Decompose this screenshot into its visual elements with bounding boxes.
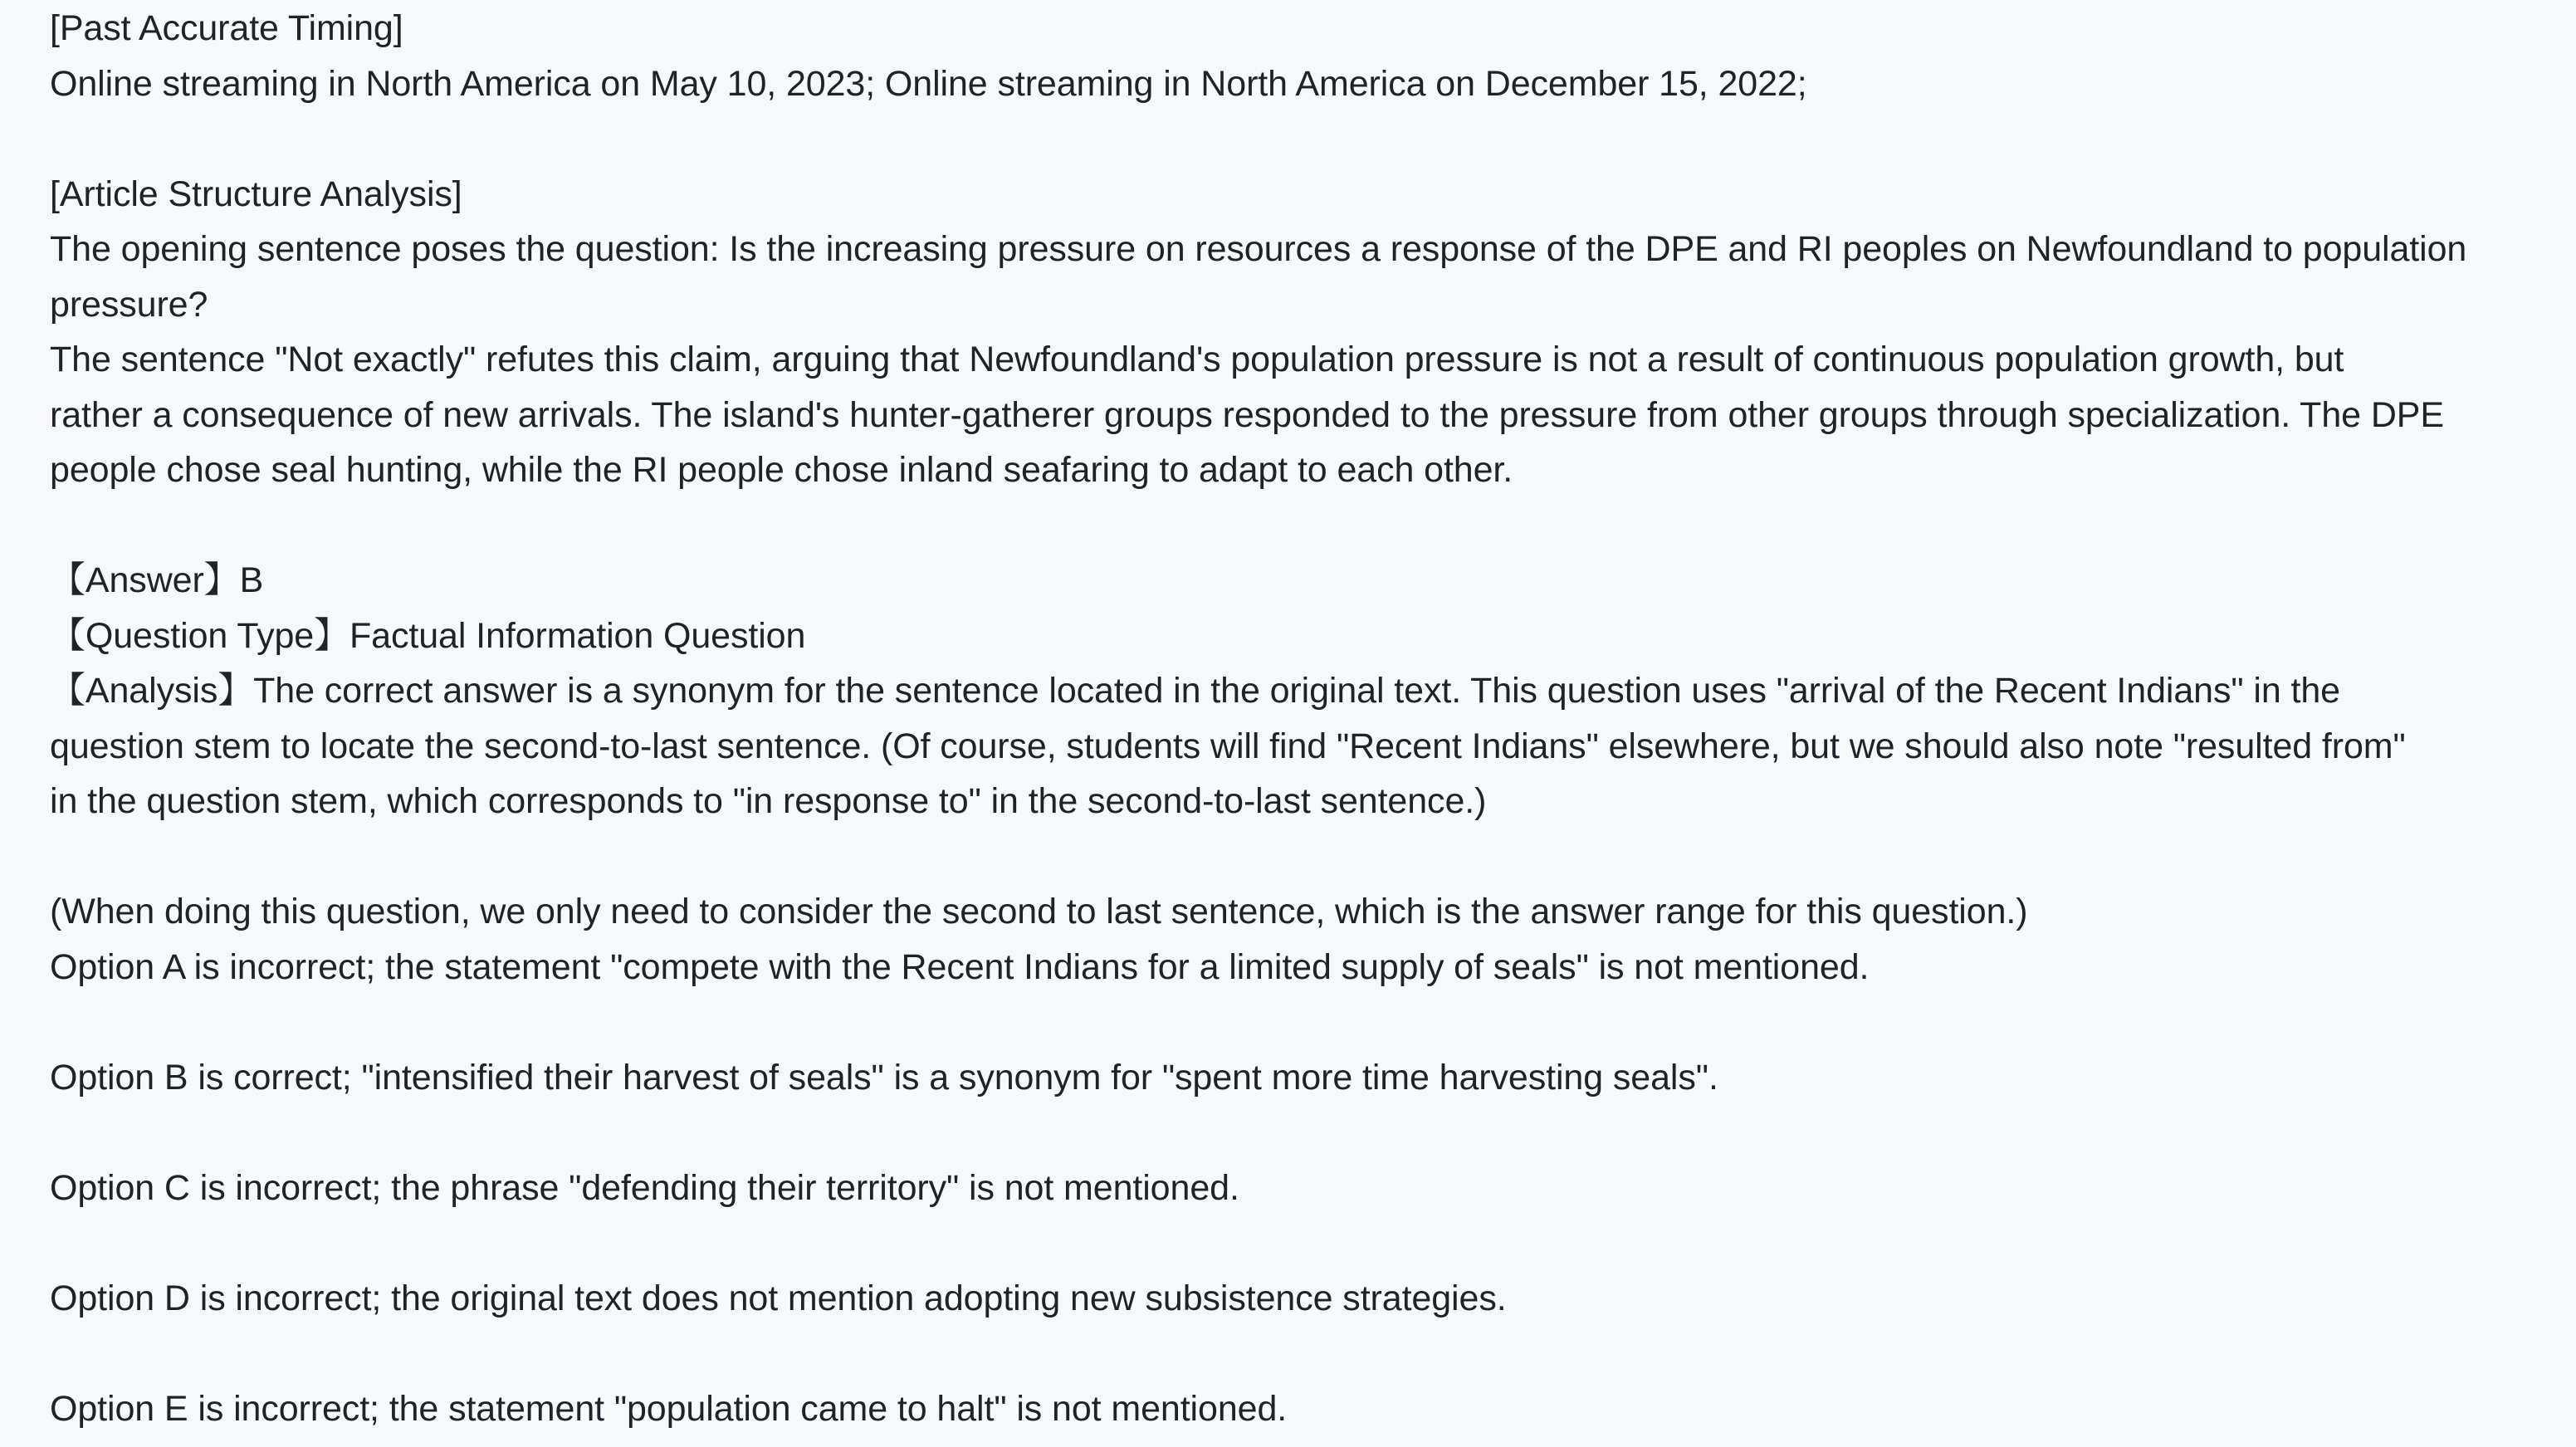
spacer <box>50 498 2530 554</box>
structure-heading: [Article Structure Analysis] <box>50 174 462 214</box>
question-type-line: 【Question Type】Factual Information Question <box>50 615 806 656</box>
timing-dates: Online streaming in North America on May 10, 2023; Online streaming in North America on December 15, 2022; <box>50 63 1807 104</box>
spacer <box>50 111 2530 167</box>
spacer <box>50 1326 2530 1381</box>
option-c-explanation: Option C is incorrect; the phrase "defending their territory" is not mentioned. <box>50 1167 1239 1208</box>
option-d-explanation: Option D is incorrect; the original text does not mention adopting new subsistence strategies. <box>50 1278 1507 1318</box>
analysis-line3: in the question stem, which corresponds to "in response to" in the second-to-last sentence.) <box>50 781 1487 821</box>
document-body <box>3 0 2576 1447</box>
structure-paragraph1-line1: The opening sentence poses the question: Is the increasing pressure on resources a response of the DPE and RI peoples on Newfoundland to population <box>50 229 2467 269</box>
structure-paragraph2-line2: rather a consequence of new arrivals. The island's hunter-gatherer groups responded to the pressure from other groups through specialization. The DPE <box>50 394 2444 435</box>
timing-heading: [Past Accurate Timing] <box>50 8 403 48</box>
option-e-explanation: Option E is incorrect; the statement "population came to halt" is not mentioned. <box>50 1388 1288 1429</box>
spacer <box>50 1105 2530 1161</box>
structure-paragraph2-line1: The sentence "Not exactly" refutes this claim, arguing that Newfoundland's population pressure is not a result of continuous population growth, but <box>50 340 2344 379</box>
answer-range-note: (When doing this question, we only need to consider the second to last sentence, which is the answer range for this question.) <box>50 892 2028 931</box>
structure-paragraph2-line3: people chose seal hunting, while the RI people chose inland seafaring to adapt to each other. <box>50 450 1513 490</box>
structure-paragraph1-line2: pressure? <box>50 284 208 325</box>
analysis-line1: 【Analysis】The correct answer is a synonym for the sentence located in the original text. This question uses "arrival of the Recent Indians" in the <box>50 671 2340 711</box>
option-a-explanation: Option A is incorrect; the statement "compete with the Recent Indians for a limited supply of seals" is not mentioned. <box>50 946 1870 987</box>
spacer <box>50 829 2530 885</box>
option-b-explanation: Option B is correct; "intensified their harvest of seals" is a synonym for "spent more time harvesting seals". <box>50 1057 1718 1097</box>
spacer <box>50 995 2530 1050</box>
spacer <box>50 1215 2530 1271</box>
analysis-line2: question stem to locate the second-to-last sentence. (Of course, students will find "Recent Indians" elsewhere, but we should also note "resulted from" <box>50 726 2406 766</box>
answer-line: 【Answer】B <box>50 560 264 600</box>
